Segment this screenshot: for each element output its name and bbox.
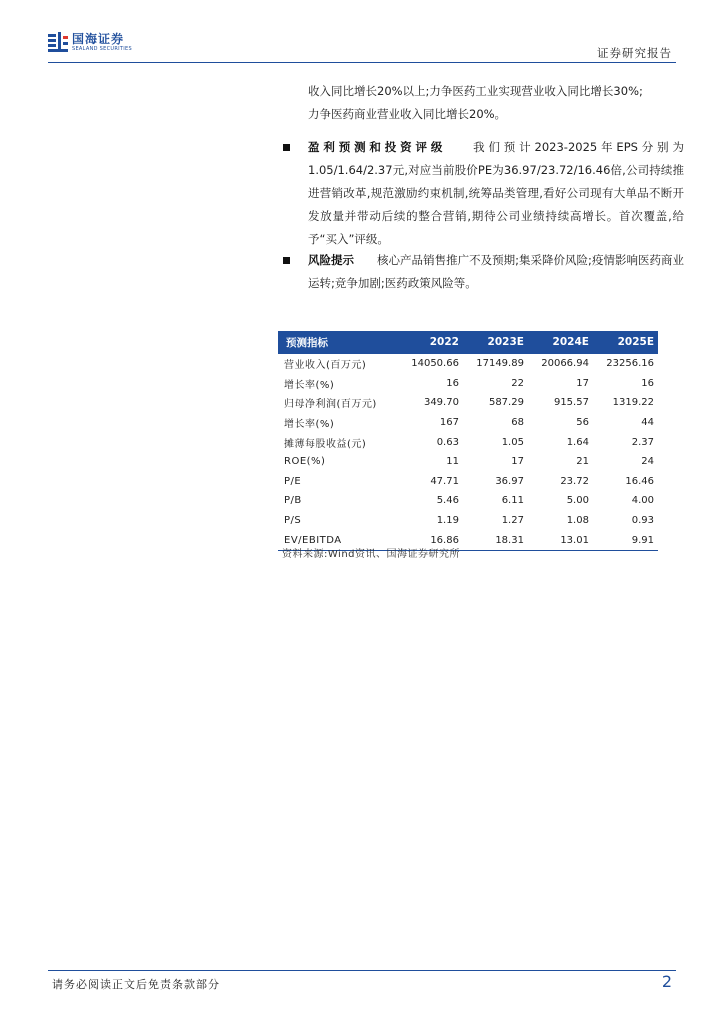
table-row-label: ROE(%) [284,456,326,468]
forecast-table-container [278,331,658,551]
table-cell: 16 [641,377,654,389]
table-cell: 24 [641,456,654,468]
table-cell: 16 [446,377,459,389]
table-cell: 68 [511,417,524,429]
logo-chinese-name: 国海证券 [72,31,125,46]
table-cell: 13.01 [528,530,593,550]
table-cell: 1.64 [566,436,589,448]
table-row [278,472,658,492]
table-row-label: P/S [284,515,302,527]
table-cell: 36.97 [495,475,524,487]
growth-line-2: 力争医药商业营业收入同比增长20%。 [308,107,507,121]
page-number: 2 [661,972,672,991]
table-source-note: 资料来源:Wind资讯、国海证券研究所 [282,549,461,560]
table-cell: 349.70 [423,397,459,409]
table-row-label: P/B [284,495,302,507]
table-row-label: EV/EBITDA [278,530,398,550]
table-row [278,491,658,511]
risk-title: 风险提示 [308,253,355,267]
logo-english-name: SEALAND SECURITIES [72,45,132,52]
forecast-text: 我们预计2023-2025年EPS分别为1.05/1.64/2.37元,对应当前股价PE为36.97/23.72/16.46倍,公司持续推进营销改革,规范激励约束机制,统筹品类管理,看好公司现有大单品不断开发放量并带动后续的整合营销,期待公司业绩持续高增长。首次覆盖,给予“买入”评级。 [308,140,685,246]
risk-paragraph [308,249,684,295]
table-row-label: 归母净利润(百万元) [284,399,377,411]
table-cell: 1.08 [566,515,589,527]
bullet-square-icon [283,144,290,151]
table-row [278,393,658,413]
table-header-cell: 2024E [552,336,589,348]
company-logo [48,31,132,53]
header-divider [48,62,676,63]
table-row [278,452,658,472]
table-cell: 5.46 [436,495,459,507]
table-row-label: 增长率(%) [284,379,335,391]
page-header [0,0,724,70]
table-cell: 11 [446,456,459,468]
table-header-row [278,331,658,354]
bullet-square-icon [283,257,290,264]
table-cell: 21 [576,456,589,468]
growth-target-paragraph [308,80,684,126]
table-cell: 5.00 [566,495,589,507]
table-row [278,374,658,394]
table-cell: 9.91 [593,530,658,550]
table-cell: 167 [439,417,459,429]
table-row-label: 摊薄每股收益(元) [284,438,367,450]
table-header-cell: 2022 [429,336,459,348]
table-row [278,511,658,531]
table-cell: 0.93 [631,515,654,527]
table-cell: 17 [576,377,589,389]
table-cell: 20066.94 [528,354,593,374]
table-cell: 4.00 [631,495,654,507]
table-cell: 23.72 [560,475,589,487]
table-cell: 16.86 [398,530,463,550]
table-row-label: P/E [284,475,302,487]
table-cell: 587.29 [488,397,524,409]
footer-disclaimer: 请务必阅读正文后免责条款部分 [52,978,220,991]
growth-line-1: 收入同比增长20%以上;力争医药工业实现营业收入同比增长30%; [308,84,643,98]
table-header-cell: 2025E [617,336,654,348]
table-cell: 23256.16 [593,354,658,374]
table-cell: 16.46 [625,475,654,487]
table-cell: 47.71 [430,475,459,487]
table-row [278,432,658,452]
forecast-table [278,331,658,551]
table-cell: 18.31 [463,530,528,550]
table-row-label: 增长率(%) [284,419,335,431]
table-cell: 1.05 [501,436,524,448]
table-cell: 0.63 [436,436,459,448]
table-cell: 17 [511,456,524,468]
table-cell: 1.27 [501,515,524,527]
table-header-cell: 预测指标 [286,336,328,349]
forecast-paragraph [308,136,684,251]
table-cell: 14050.66 [398,354,463,374]
forecast-title: 盈利预测和投资评级 [308,140,447,154]
table-row-label: 营业收入(百万元) [278,354,398,374]
table-cell: 6.11 [501,495,524,507]
sealand-logo-icon [48,32,68,52]
table-header-cell: 2023E [487,336,524,348]
table-cell: 2.37 [631,436,654,448]
table-row [278,413,658,433]
report-type-label: 证券研究报告 [597,46,672,60]
table-row [278,354,658,374]
footer-divider [48,970,676,971]
table-cell: 915.57 [553,397,589,409]
table-cell: 17149.89 [463,354,528,374]
table-cell: 1.19 [436,515,459,527]
table-cell: 1319.22 [612,397,654,409]
table-cell: 44 [641,417,654,429]
table-cell: 56 [576,417,589,429]
table-cell: 22 [511,377,524,389]
risk-text: 核心产品销售推广不及预期;集采降价风险;疫情影响医药商业运转;竞争加剧;医药政策风险等。 [308,253,684,290]
